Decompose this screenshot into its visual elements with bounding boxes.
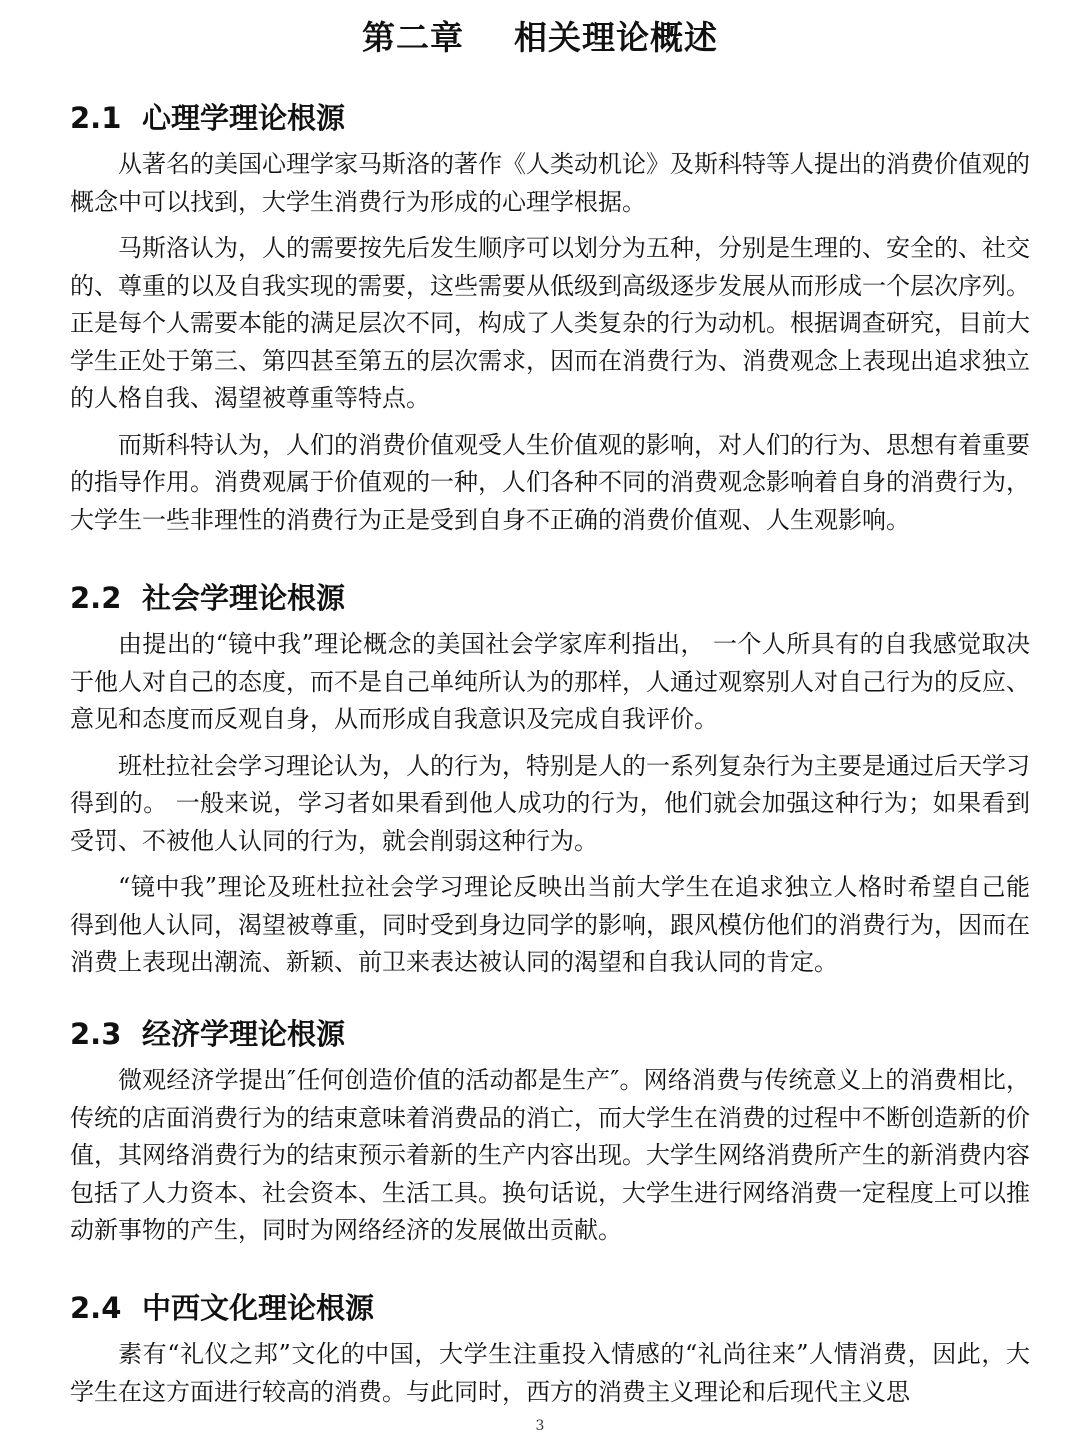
paragraph: 马斯洛认为，人的需要按先后发生顺序可以划分为五种，分别是生理的、安全的、社交的、尊重的以及自我实现的需要，这些需要从低级到高级逐步发展从而形成一个层次序列。正是每个人需要本能的满足层次不同，构成了人类复杂的行为动机。根据调查研究，目前大学生正处于第三、第四甚至第五的层次需求，因而在消费行为、消费观念上表现出追求独立的人格自我、渴望被尊重等特点。 (70, 234, 1030, 412)
section-2-1 (70, 96, 1030, 548)
section-number: 2.2 (70, 581, 122, 615)
section-title: 心理学理论根源 (142, 101, 346, 135)
paragraph: 班杜拉社会学习理论认为，人的行为，特别是人的一系列复杂行为主要是通过后天学习得到的。 一般来说，学习者如果看到他人成功的行为，他们就会加强这种行为；如果看到受罚、不被他人认同的行为，就会削弱这种行为。 (70, 751, 1030, 855)
section-heading (70, 576, 1030, 620)
paragraph: 微观经济学提出″任何创造价值的活动都是生产″。网络消费与传统意义上的消费相比，传统的店面消费行为的结束意味着消费品的消亡，而大学生在消费的过程中不断创造新的价值，其网络消费行为的结束预示着新的生产内容出现。大学生网络消费所产生的新消费内容包括了人力资本、社会资本、生活工具。换句话说，大学生进行网络消费一定程度上可以推动新事物的产生，同时为网络经济的发展做出贡献。 (70, 1066, 1030, 1244)
paragraph: 由提出的“镜中我”理论概念的美国社会学家库利指出， 一个人所具有的自我感觉取决于他人对自己的态度，而不是自己单纯所认为的那样，人通过观察别人对自己行为的反应、意见和态度而反观自身，从而形成自我意识及完成自我评价。 (70, 630, 1030, 733)
paragraph: 而斯科特认为，人们的消费价值观受人生价值观的影响，对人们的行为、思想有着重要的指导作用。消费观属于价值观的一种，人们各种不同的消费观念影响着自身的消费行为，大学生一些非理性的消费行为正是受到自身不正确的消费价值观、人生观影响。 (70, 430, 1030, 534)
section-heading (70, 96, 1030, 140)
chapter-title: 第二章 相关理论概述 (362, 18, 718, 57)
section-number: 2.3 (70, 1017, 122, 1051)
paragraph: 从著名的美国心理学家马斯洛的著作《人类动机论》及斯科特等人提出的消费价值观的概念中可以找到，大学生消费行为形成的心理学根据。 (70, 150, 1030, 216)
paragraph: 素有“礼仪之邦”文化的中国，大学生注重投入情感的“礼尚往来”人情消费，因此，大学生在这方面进行较高的消费。与此同时，西方的消费主义理论和后现代主义思 (70, 1340, 1030, 1406)
section-title: 社会学理论根源 (142, 581, 346, 615)
section-title: 经济学理论根源 (142, 1017, 346, 1051)
section-heading (70, 1286, 1030, 1330)
paragraph: “镜中我”理论及班杜拉社会学习理论反映出当前大学生在追求独立人格时希望自己能得到他人认同，渴望被尊重，同时受到身边同学的影响，跟风模仿他们的消费行为，因而在消费上表现出潮流、新颖、前卫来表达被认同的渴望和自我认同的肯定。 (70, 873, 1030, 976)
section-title: 中西文化理论根源 (142, 1291, 375, 1325)
section-number: 2.4 (70, 1291, 122, 1325)
section-2-3 (70, 1012, 1030, 1259)
section-2-2 (70, 576, 1030, 991)
page-number: 3 (535, 1418, 545, 1434)
section-heading (70, 1012, 1030, 1056)
section-number: 2.1 (70, 101, 122, 135)
section-2-4 (70, 1286, 1030, 1420)
